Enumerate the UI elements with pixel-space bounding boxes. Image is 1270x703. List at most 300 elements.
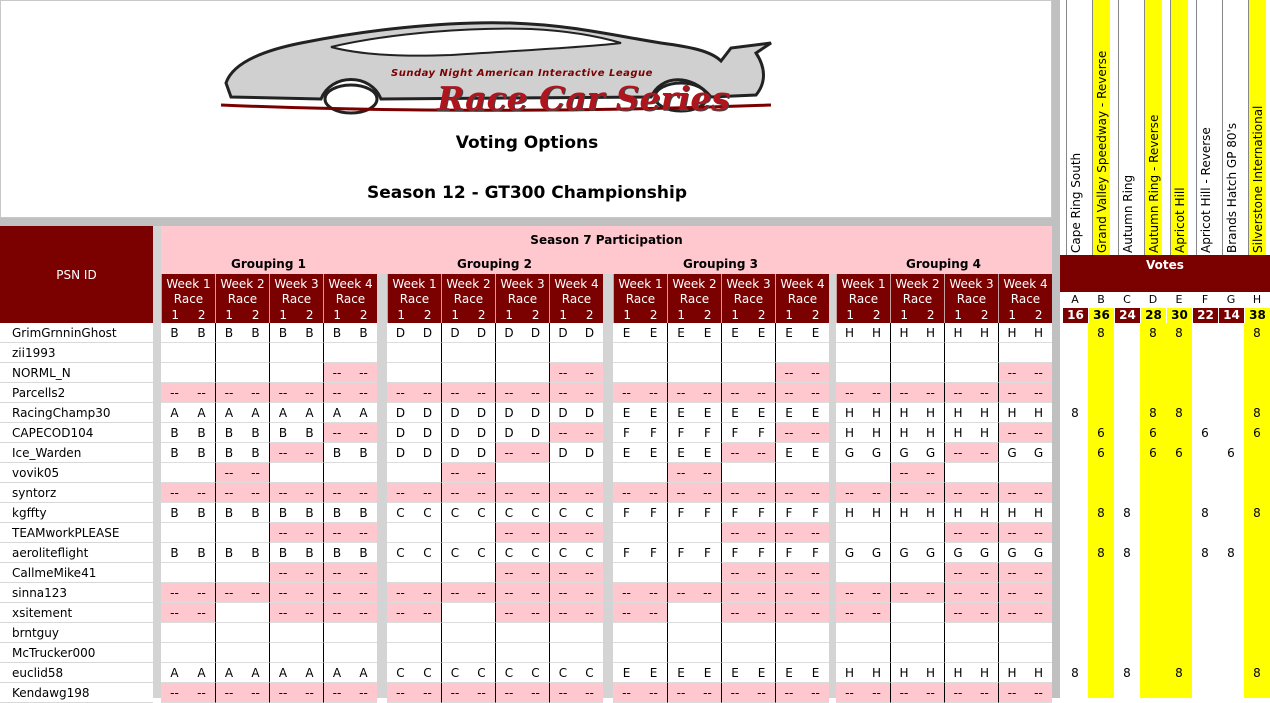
participation-cell: -- [613,583,640,603]
track-name-header [1170,0,1188,255]
psn-id-header: PSN ID [0,226,153,323]
vote-cell [1166,623,1192,643]
participation-cell: -- [576,483,603,503]
participation-cell: -- [269,683,296,703]
vote-cell [1244,523,1270,543]
track-name: Silverstone International [1250,105,1265,253]
participation-cell [613,623,640,643]
participation-cell: H [836,503,863,523]
vote-cell [1166,563,1192,583]
participation-cell: F [667,543,694,563]
psn-id-cell: McTrucker000 [0,643,153,663]
week-label: Week 2 [446,277,491,291]
participation-cell [161,523,188,543]
vote-cell: 6 [1253,426,1261,440]
participation-cell [242,563,269,583]
vote-cell [1244,563,1270,583]
participation-cell: -- [613,383,640,403]
participation-cell [667,563,694,583]
participation-cell: -- [890,683,917,703]
participation-cell: -- [576,583,603,603]
participation-cell: -- [350,423,377,443]
participation-cell [495,623,522,643]
participation-cell: B [215,503,242,523]
vote-cell [1114,483,1140,503]
participation-cell: -- [748,523,775,543]
participation-cell: H [917,663,944,683]
participation-cell [1025,623,1052,643]
participation-cell: C [549,543,576,563]
participation-cell [640,363,667,383]
participation-cell: -- [387,483,414,503]
participation-cell [748,363,775,383]
participation-cell: D [387,423,414,443]
vote-cell [1088,683,1114,703]
participation-cell: F [694,503,721,523]
participation-cell: F [613,423,640,443]
vote-cell [1192,623,1218,643]
vote-cell [1062,363,1088,383]
participation-cell: -- [522,603,549,623]
participation-cell [161,463,188,483]
participation-cell [971,623,998,643]
participation-cell: -- [350,383,377,403]
participation-cell: -- [748,483,775,503]
race-label: Race [281,292,312,306]
participation-cell: A [215,663,242,683]
participation-cell: -- [495,483,522,503]
psn-id-cell: Ice_Warden [0,443,153,463]
vote-cell [1114,403,1140,423]
vote-cell [1062,583,1088,603]
participation-cell [387,343,414,363]
vote-cell [1218,423,1244,443]
participation-cell: G [998,443,1025,463]
participation-cell [863,463,890,483]
participation-cell [495,343,522,363]
vote-cell [1166,583,1192,603]
race-label: Race [399,292,430,306]
participation-cell: -- [802,483,829,503]
participation-cell: -- [468,583,495,603]
participation-cell [890,603,917,623]
vote-cell [1140,343,1166,363]
vote-cell [1114,563,1140,583]
participation-cell: -- [748,603,775,623]
race-number: 2 [585,308,594,322]
race-number: 2 [531,308,540,322]
participation-cell: D [549,323,576,343]
race-number: 1 [785,308,794,322]
participation-cell [242,623,269,643]
participation-cell [161,343,188,363]
psn-id-cell: GrimGrnninGhost [0,323,153,343]
week-header [215,274,269,323]
psn-id-cell: TEAMworkPLEASE [0,523,153,543]
participation-cell [640,563,667,583]
participation-cell: H [971,323,998,343]
participation-cell: -- [863,483,890,503]
participation-cell: A [215,403,242,423]
vote-cell [1062,603,1088,623]
participation-cell: H [917,323,944,343]
participation-cell [576,343,603,363]
participation-cell [188,363,215,383]
participation-cell: -- [161,603,188,623]
participation-cell: D [441,423,468,443]
participation-cell [694,643,721,663]
participation-cell: -- [802,383,829,403]
participation-cell: E [802,443,829,463]
participation-cell [971,343,998,363]
week-label: Week 2 [672,277,717,291]
participation-cell: -- [802,423,829,443]
participation-cell: H [1025,663,1052,683]
participation-cell: D [441,443,468,463]
participation-cell [188,623,215,643]
participation-cell: H [971,663,998,683]
vote-cell [1140,663,1166,683]
participation-cell: E [802,663,829,683]
participation-cell: A [296,663,323,683]
participation-cell: A [323,403,350,423]
participation-cell: -- [667,383,694,403]
participation-cell: -- [775,583,802,603]
participation-cell: -- [721,523,748,543]
race-label: Race [733,292,764,306]
participation-cell: B [215,443,242,463]
week-header [387,274,441,323]
participation-cell: -- [323,423,350,443]
participation-cell: E [613,323,640,343]
participation-cell: -- [522,683,549,703]
track-name: Cape Ring South [1068,152,1083,253]
participation-cell: H [944,423,971,443]
participation-cell: -- [775,383,802,403]
participation-cell: G [863,543,890,563]
vote-cell [1192,323,1218,343]
participation-cell: B [161,323,188,343]
week-label: Week 3 [500,277,545,291]
psn-id-cell: NORML_N [0,363,153,383]
participation-cell [917,603,944,623]
participation-cell: B [242,423,269,443]
participation-cell: -- [468,683,495,703]
week-label: Week 1 [618,277,663,291]
participation-cell [161,363,188,383]
participation-cell: -- [323,603,350,623]
participation-cell: -- [1025,683,1052,703]
psn-id-cell: euclid58 [0,663,153,683]
participation-cell: -- [188,683,215,703]
participation-cell [296,343,323,363]
participation-cell: E [775,443,802,463]
participation-cell: -- [441,463,468,483]
participation-cell: -- [836,683,863,703]
psn-id-cell: sinna123 [0,583,153,603]
participation-cell: -- [215,683,242,703]
participation-cell [836,343,863,363]
participation-cell [917,343,944,363]
participation-cell: H [971,503,998,523]
participation-cell: E [640,663,667,683]
participation-cell: A [161,663,188,683]
participation-cell [576,463,603,483]
participation-cell [441,363,468,383]
track-letter: G [1226,293,1236,306]
participation-cell [441,523,468,543]
participation-cell [944,363,971,383]
vote-cell [1062,463,1088,483]
participation-cell: F [802,503,829,523]
race-number: 1 [505,308,514,322]
participation-cell: -- [549,423,576,443]
participation-cell: E [667,663,694,683]
participation-cell: -- [323,483,350,503]
race-number: 2 [872,308,881,322]
race-car-series-logo [211,13,831,123]
vote-cell [1244,603,1270,623]
participation-cell: B [188,443,215,463]
participation-cell [441,643,468,663]
vote-cell: 8 [1253,326,1261,340]
participation-cell: -- [998,523,1025,543]
week-header [944,274,998,323]
vote-cell [1244,643,1270,663]
vote-cell [1114,683,1140,703]
week-header [269,274,323,323]
participation-cell [890,343,917,363]
participation-cell: C [495,543,522,563]
race-label: Race [625,292,656,306]
participation-cell: -- [414,483,441,503]
participation-cell [522,463,549,483]
participation-cell: -- [944,563,971,583]
participation-cell [667,603,694,623]
participation-cell [269,643,296,663]
participation-cell: E [748,663,775,683]
participation-cell: H [998,663,1025,683]
participation-cell [576,623,603,643]
race-number: 1 [171,308,180,322]
participation-cell: -- [863,603,890,623]
participation-cell: F [721,503,748,523]
participation-cell: E [613,663,640,683]
participation-cell [188,343,215,363]
participation-cell: -- [998,683,1025,703]
race-number: 2 [359,308,368,322]
vote-cell [1192,643,1218,663]
vote-cell [1062,563,1088,583]
vote-cell [1244,623,1270,643]
vote-cell [1062,343,1088,363]
participation-cell [640,343,667,363]
vote-cell [1218,523,1244,543]
participation-cell [441,623,468,643]
vote-cell: 8 [1201,546,1209,560]
participation-cell: -- [721,583,748,603]
participation-cell: B [242,443,269,463]
participation-cell: -- [549,483,576,503]
participation-cell: H [971,403,998,423]
participation-cell: H [944,663,971,683]
participation-cell: -- [640,483,667,503]
participation-cell: -- [350,683,377,703]
page-subtitle: Season 12 - GT300 Championship [366,183,688,203]
participation-cell: -- [350,563,377,583]
participation-cell: -- [944,523,971,543]
participation-cell [215,603,242,623]
participation-cell [944,623,971,643]
participation-cell: -- [775,523,802,543]
week-header [998,274,1052,323]
participation-cell: B [269,323,296,343]
participation-cell: D [576,443,603,463]
participation-cell: -- [188,583,215,603]
participation-cell: D [468,423,495,443]
participation-cell: -- [998,563,1025,583]
participation-cell: -- [242,683,269,703]
participation-cell: -- [667,683,694,703]
race-number: 2 [649,308,658,322]
vote-cell [1166,423,1192,443]
participation-cell: -- [215,383,242,403]
vote-cell [1088,623,1114,643]
participation-cell: C [576,543,603,563]
participation-cell: F [802,543,829,563]
grouping-2-label: Grouping 2 [457,257,532,271]
vote-total: 30 [1166,308,1192,323]
participation-cell: B [323,543,350,563]
vote-cell [1166,503,1192,523]
vote-cell: 8 [1071,406,1079,420]
participation-cell: E [667,323,694,343]
participation-cell: -- [802,363,829,383]
vote-cell: 6 [1097,426,1105,440]
participation-cell [350,623,377,643]
participation-cell: F [640,503,667,523]
psn-id-cell: CallmeMike41 [0,563,153,583]
participation-cell [890,643,917,663]
vote-cell [1244,583,1270,603]
week-header [721,274,775,323]
participation-cell: H [890,403,917,423]
participation-cell: H [998,323,1025,343]
participation-cell: -- [775,603,802,623]
race-label: Race [453,292,484,306]
participation-cell: -- [549,683,576,703]
participation-cell: H [998,503,1025,523]
track-name: Apricot Hill [1172,187,1187,253]
participation-cell [917,523,944,543]
participation-cell: G [944,543,971,563]
participation-cell: C [576,663,603,683]
participation-cell: C [495,663,522,683]
participation-cell: -- [971,603,998,623]
participation-cell: C [441,543,468,563]
vote-cell [1088,523,1114,543]
participation-cell: -- [350,583,377,603]
participation-cell: -- [495,683,522,703]
participation-cell: -- [802,583,829,603]
participation-cell [721,463,748,483]
participation-cell: D [468,443,495,463]
participation-cell: B [215,423,242,443]
vote-cell [1114,363,1140,383]
race-number: 2 [423,308,432,322]
participation-cell: -- [748,583,775,603]
participation-cell: B [161,543,188,563]
participation-header [161,226,1052,274]
votes-header: Votes [1060,255,1270,292]
participation-cell: E [748,403,775,423]
vote-cell [1114,383,1140,403]
vote-cell [1218,683,1244,703]
participation-cell: -- [944,383,971,403]
vote-cell [1192,563,1218,583]
participation-cell: -- [387,683,414,703]
psn-id-cell: aeroliteflight [0,543,153,563]
participation-cell [296,463,323,483]
participation-cell [863,623,890,643]
participation-cell: -- [215,483,242,503]
participation-cell [350,643,377,663]
participation-cell: -- [549,603,576,623]
participation-cell [549,623,576,643]
psn-id-cell: syntorz [0,483,153,503]
participation-cell: -- [161,683,188,703]
participation-cell: C [387,663,414,683]
participation-cell: C [414,503,441,523]
participation-cell: D [387,443,414,463]
participation-cell: -- [890,483,917,503]
participation-cell [1025,463,1052,483]
vote-cell [1192,463,1218,483]
participation-cell: -- [495,383,522,403]
group-separator [603,274,613,698]
participation-cell: -- [917,583,944,603]
race-label: Race [848,292,879,306]
participation-cell: B [269,543,296,563]
participation-cell [215,563,242,583]
participation-cell: -- [269,483,296,503]
participation-cell: E [667,403,694,423]
participation-cell: D [468,323,495,343]
participation-cell: E [775,663,802,683]
vote-total: 38 [1244,308,1270,323]
participation-cell: H [890,503,917,523]
participation-cell: C [495,503,522,523]
week-header [441,274,495,323]
participation-cell: A [242,663,269,683]
psn-id-cell: Kendawg198 [0,683,153,703]
participation-cell: E [694,403,721,423]
vote-cell: 6 [1149,426,1157,440]
participation-cell: -- [836,583,863,603]
participation-cell [836,463,863,483]
participation-cell: -- [387,583,414,603]
grouping-3-label: Grouping 3 [683,257,758,271]
vote-cell: 8 [1123,506,1131,520]
participation-cell: -- [215,583,242,603]
vote-cell: 8 [1175,666,1183,680]
participation-cell: -- [495,523,522,543]
participation-cell: -- [775,483,802,503]
participation-cell [863,363,890,383]
participation-cell: -- [296,383,323,403]
participation-cell: H [863,423,890,443]
vote-cell [1192,363,1218,383]
